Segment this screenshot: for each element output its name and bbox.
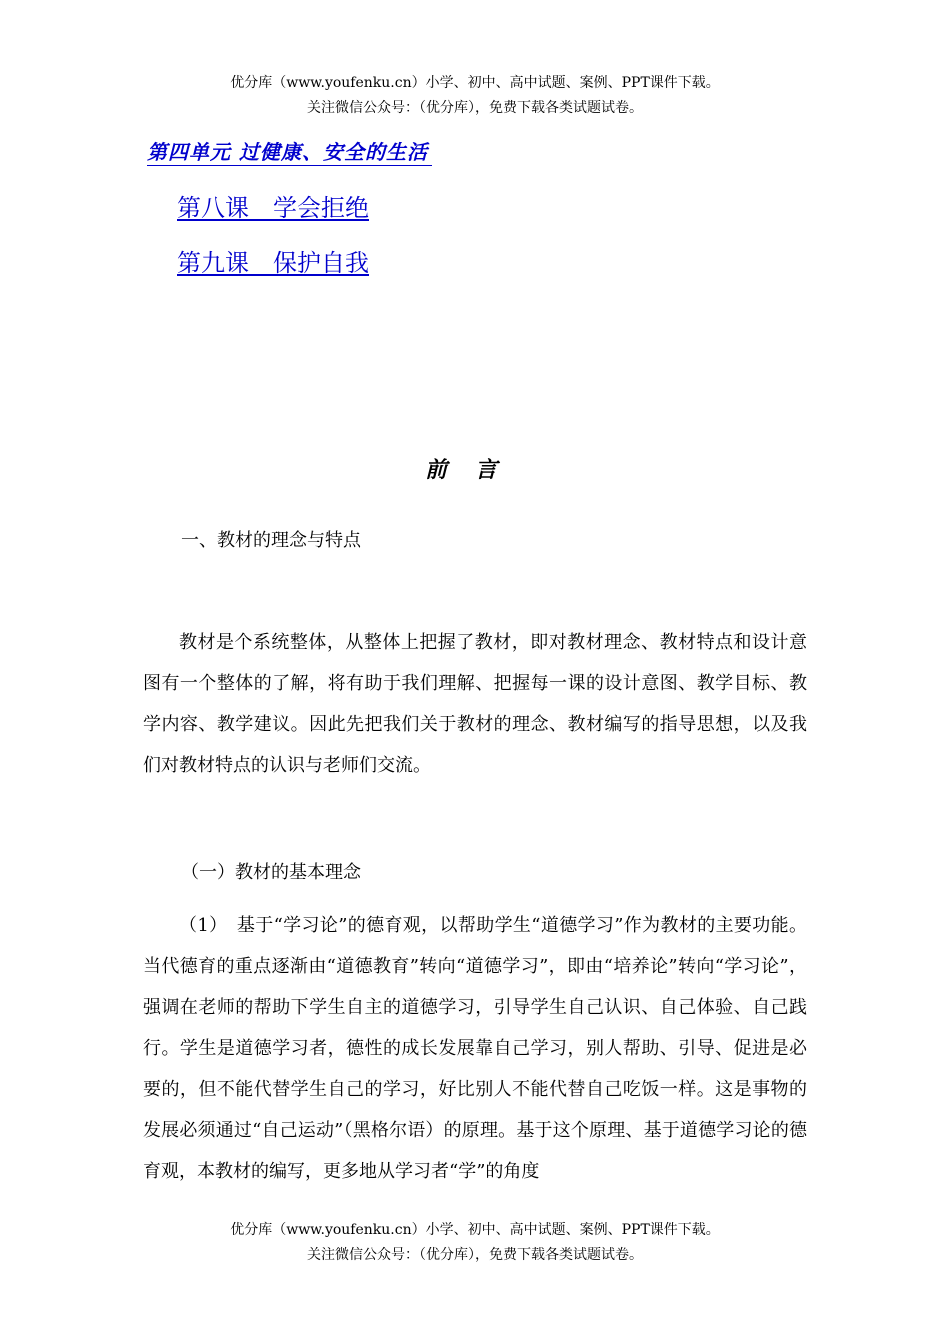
lesson-8-link[interactable]: 第八课 学会拒绝: [177, 194, 369, 222]
section-heading-1: 一、教材的理念与特点: [181, 530, 361, 551]
paragraph-2: （1） 基于“学习论”的德育观，以帮助学生“道德学习”作为教材的主要功能。当代德育的重点逐渐由“道德教育”转向“道德学习”，即由“培养论”转向“学习论”，强调在老师的帮助下学生自主的道德学习，引导学生自己认识、自己体验、自己践行。学生是道德学习者，德性的成长发展靠自己学习，别人帮助、引导、促进是必要的，但不能代替学生自己的学习，好比别人不能代替自己吃饭一样。这是事物的发展必须通过“自己运动”（黑格尔语）的原理。基于这个原理、基于道德学习论的德育观，本教材的编写，更多地从学习者“学”的角度: [143, 915, 807, 1182]
preface-title: 前言: [424, 457, 525, 483]
paragraph-1: 教材是个系统整体，从整体上把握了教材，即对教材理念、教材特点和设计意图有一个整体的了解，将有助于我们理解、把握每一课的设计意图、教学目标、教学内容、教学建议。因此先把我们关于教材的理念、教材编写的指导思想，以及我们对教材特点的认识与老师们交流。: [143, 632, 807, 776]
page-header-line-1: 优分库（www.youfenku.cn）小学、初中、高中试题、案例、PPT课件下载。: [230, 75, 720, 91]
page-header-line-2: 关注微信公众号：（优分库），免费下载各类试题试卷。: [307, 100, 643, 116]
unit-title-link[interactable]: 第四单元 过健康、安全的生活: [147, 139, 432, 166]
page-footer-line-1: 优分库（www.youfenku.cn）小学、初中、高中试题、案例、PPT课件下载。: [230, 1222, 720, 1238]
subsection-heading-1: （一）教材的基本理念: [181, 862, 361, 883]
lesson-9-link[interactable]: 第九课 保护自我: [177, 249, 369, 277]
page-footer-line-2: 关注微信公众号：（优分库），免费下载各类试题试卷。: [307, 1247, 643, 1263]
